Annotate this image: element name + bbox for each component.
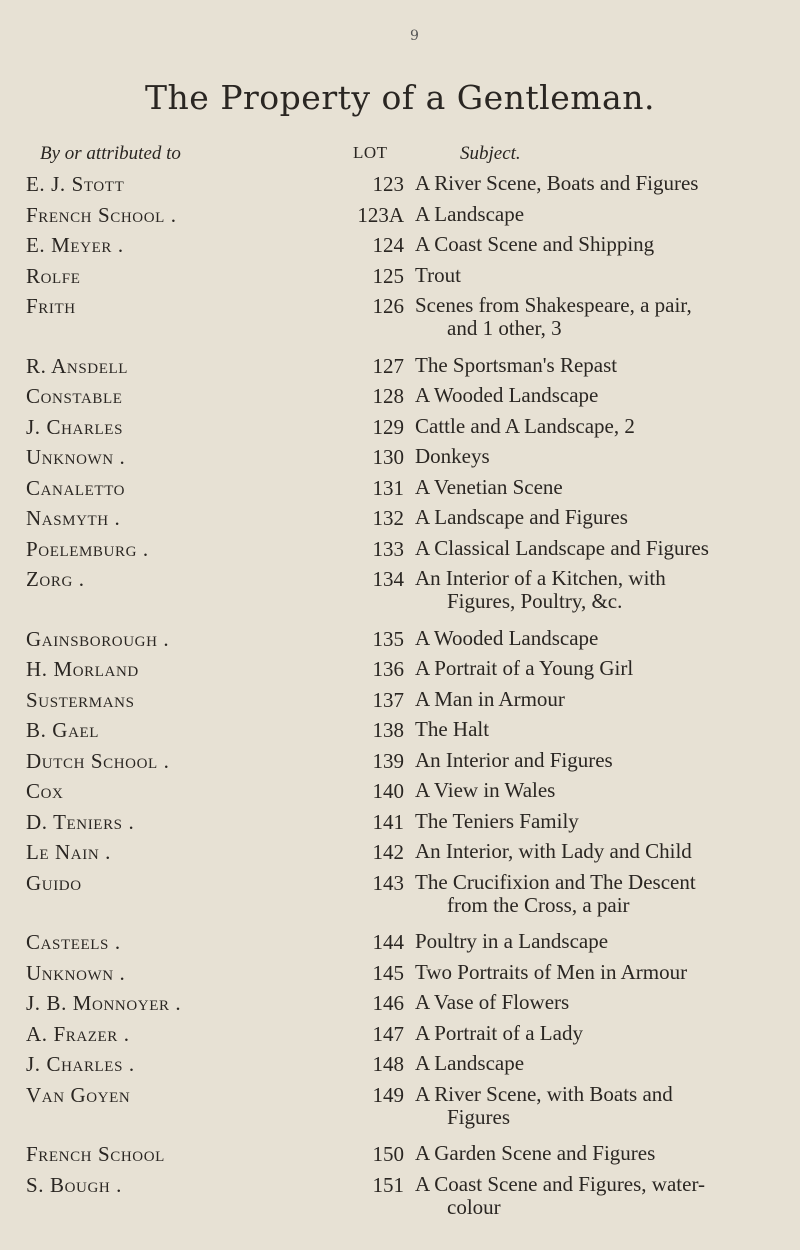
artist-name: Gainsborough . (26, 626, 170, 651)
lot-number: 142 (372, 840, 404, 864)
lot-number: 138 (372, 718, 404, 742)
lot-subject (415, 961, 795, 984)
subject-text: A Landscape (415, 201, 525, 226)
lot-number: 129 (372, 414, 404, 439)
lot-subject (415, 840, 795, 863)
lot-subject (415, 1083, 795, 1129)
artist-name: Rolfe (26, 263, 81, 288)
lot-number: 132 (372, 506, 404, 530)
artist-name: Poelemburg . (26, 536, 149, 561)
lot-subject (415, 203, 795, 226)
artist-name: French School . (26, 202, 177, 227)
lot-number: 135 (372, 626, 404, 651)
subject-text: A Vase of Flowers (415, 990, 570, 1014)
lot-number: 150 (372, 1142, 404, 1166)
subject-text: The Teniers Family (415, 808, 579, 833)
lot-number: 124 (372, 233, 404, 257)
lot-subject (415, 1142, 795, 1165)
subject-text: An Interior, with Lady and Child (415, 839, 692, 863)
artist-name: A. Frazer . (26, 1021, 130, 1046)
subject-continuation: from the Cross, a pair (447, 892, 630, 917)
lot-subject (415, 930, 795, 953)
artist-name: Nasmyth . (26, 506, 121, 530)
artist-name: H. Morland (26, 657, 139, 681)
lot-subject (415, 810, 795, 833)
artist-name: Canaletto (26, 475, 126, 500)
lot-number: 126 (372, 294, 404, 318)
lot-number: 131 (372, 475, 404, 500)
subject-text: The Sportsman's Repast (415, 352, 618, 377)
subject-text: A Landscape (415, 1051, 525, 1075)
subject-continuation: and 1 other, 3 (447, 316, 562, 340)
lot-number: 151 (372, 1172, 404, 1197)
artist-name: B. Gael (26, 718, 100, 742)
lot-subject (415, 354, 795, 377)
artist-name: Van Goyen (26, 1082, 131, 1107)
lot-subject (415, 233, 795, 256)
lot-subject (415, 718, 795, 741)
artist-name: Le Nain . (26, 840, 111, 864)
lot-subject (415, 1052, 795, 1075)
subject-text: A Wooded Landscape (415, 625, 599, 650)
lot-number: 127 (372, 353, 404, 378)
artist-name: E. J. Stott (26, 172, 125, 196)
subject-text: A Man in Armour (415, 686, 565, 711)
artist-name: S. Bough . (26, 1172, 123, 1197)
lot-number: 125 (372, 263, 404, 288)
lot-subject (415, 384, 795, 407)
lot-number: 139 (372, 748, 404, 773)
subject-text: A Portrait of a Young Girl (415, 656, 634, 680)
lot-number: 147 (372, 1021, 404, 1046)
artist-name: Dutch School . (26, 748, 170, 773)
subject-text: Trout (415, 262, 461, 287)
lot-subject (415, 172, 795, 195)
lot-number: 146 (372, 991, 404, 1015)
subject-continuation: Figures, Poultry, &c. (447, 589, 623, 613)
lot-column-header: LOT (353, 143, 388, 162)
subject-text: A River Scene, Boats and Figures (415, 171, 699, 195)
lot-subject (415, 415, 795, 438)
lot-number: 133 (372, 536, 404, 561)
lot-subject (415, 991, 795, 1014)
artist-name: Casteels . (26, 930, 121, 954)
subject-text: Two Portraits of Men in Armour (415, 959, 688, 984)
lot-subject (415, 445, 795, 468)
artist-name: Sustermans (26, 687, 135, 712)
lot-number: 130 (372, 445, 404, 469)
lot-number: 145 (372, 960, 404, 985)
lot-subject (415, 1173, 795, 1219)
subject-text: Poultry in a Landscape (415, 929, 609, 953)
subject-text: A Classical Landscape and Figures (415, 535, 709, 560)
subject-text: A Coast Scene and Figures, water- (415, 1171, 706, 1196)
lot-number: 144 (372, 930, 404, 954)
lot-subject (415, 871, 795, 917)
subject-text: A Coast Scene and Shipping (415, 232, 655, 256)
lot-subject (415, 688, 795, 711)
artist-name: J. Charles . (26, 1052, 135, 1076)
artist-name: Unknown . (26, 445, 126, 469)
subject-continuation: Figures (447, 1104, 510, 1129)
subject-text: An Interior of a Kitchen, with (415, 566, 666, 590)
lot-number: 134 (372, 567, 404, 591)
lot-subject (415, 294, 795, 340)
artist-name: R. Ansdell (26, 353, 129, 378)
lot-number: 149 (372, 1082, 404, 1107)
lot-number: 140 (372, 779, 404, 803)
subject-text: A Landscape and Figures (415, 505, 628, 529)
subject-text: A Portrait of a Lady (415, 1020, 583, 1045)
page-number: 9 (410, 28, 419, 44)
artist-name: Frith (26, 294, 76, 318)
subject-text: Donkeys (415, 444, 490, 468)
lot-subject (415, 1022, 795, 1045)
artist-name: Unknown . (26, 960, 126, 985)
subject-text: A Venetian Scene (415, 474, 563, 499)
subject-text: A River Scene, with Boats and (415, 1081, 673, 1106)
lot-subject (415, 476, 795, 499)
lot-subject (415, 264, 795, 287)
lot-number: 136 (372, 657, 404, 681)
subject-text: The Halt (415, 717, 490, 741)
lot-subject (415, 779, 795, 802)
lot-number: 123A (357, 202, 404, 227)
lot-subject (415, 749, 795, 772)
subject-text: Scenes from Shakespeare, a pair, (415, 293, 692, 317)
artist-name: Guido (26, 870, 82, 895)
lot-number: 137 (372, 687, 404, 712)
lot-number: 141 (372, 809, 404, 834)
artist-name: French School (26, 1142, 165, 1166)
artist-column-header: By or attributed to (40, 143, 181, 164)
lot-number: 148 (372, 1052, 404, 1076)
lot-subject (415, 657, 795, 680)
lot-subject (415, 506, 795, 529)
subject-continuation: colour (447, 1194, 501, 1219)
lot-subject (415, 567, 795, 613)
subject-text: An Interior and Figures (415, 747, 613, 772)
subject-text: The Crucifixion and The Descent (415, 869, 696, 894)
lot-number: 143 (372, 870, 404, 895)
lot-number: 128 (372, 384, 404, 408)
artist-name: Cox (26, 779, 64, 803)
subject-text: A View in Wales (415, 778, 556, 802)
artist-name: J. Charles (26, 414, 124, 439)
subject-column-header: Subject. (460, 143, 521, 164)
artist-name: E. Meyer . (26, 233, 124, 257)
subject-text: A Garden Scene and Figures (415, 1141, 656, 1165)
artist-name: Constable (26, 384, 123, 408)
page-title: The Property of a Gentleman. (145, 78, 655, 117)
lot-subject (415, 537, 795, 560)
artist-name: Zorg . (26, 567, 85, 591)
lot-subject (415, 627, 795, 650)
subject-text: A Wooded Landscape (415, 383, 599, 407)
artist-name: J. B. Monnoyer . (26, 991, 182, 1015)
lot-number: 123 (372, 172, 404, 196)
artist-name: D. Teniers . (26, 809, 135, 834)
subject-text: Cattle and A Landscape, 2 (415, 413, 635, 438)
